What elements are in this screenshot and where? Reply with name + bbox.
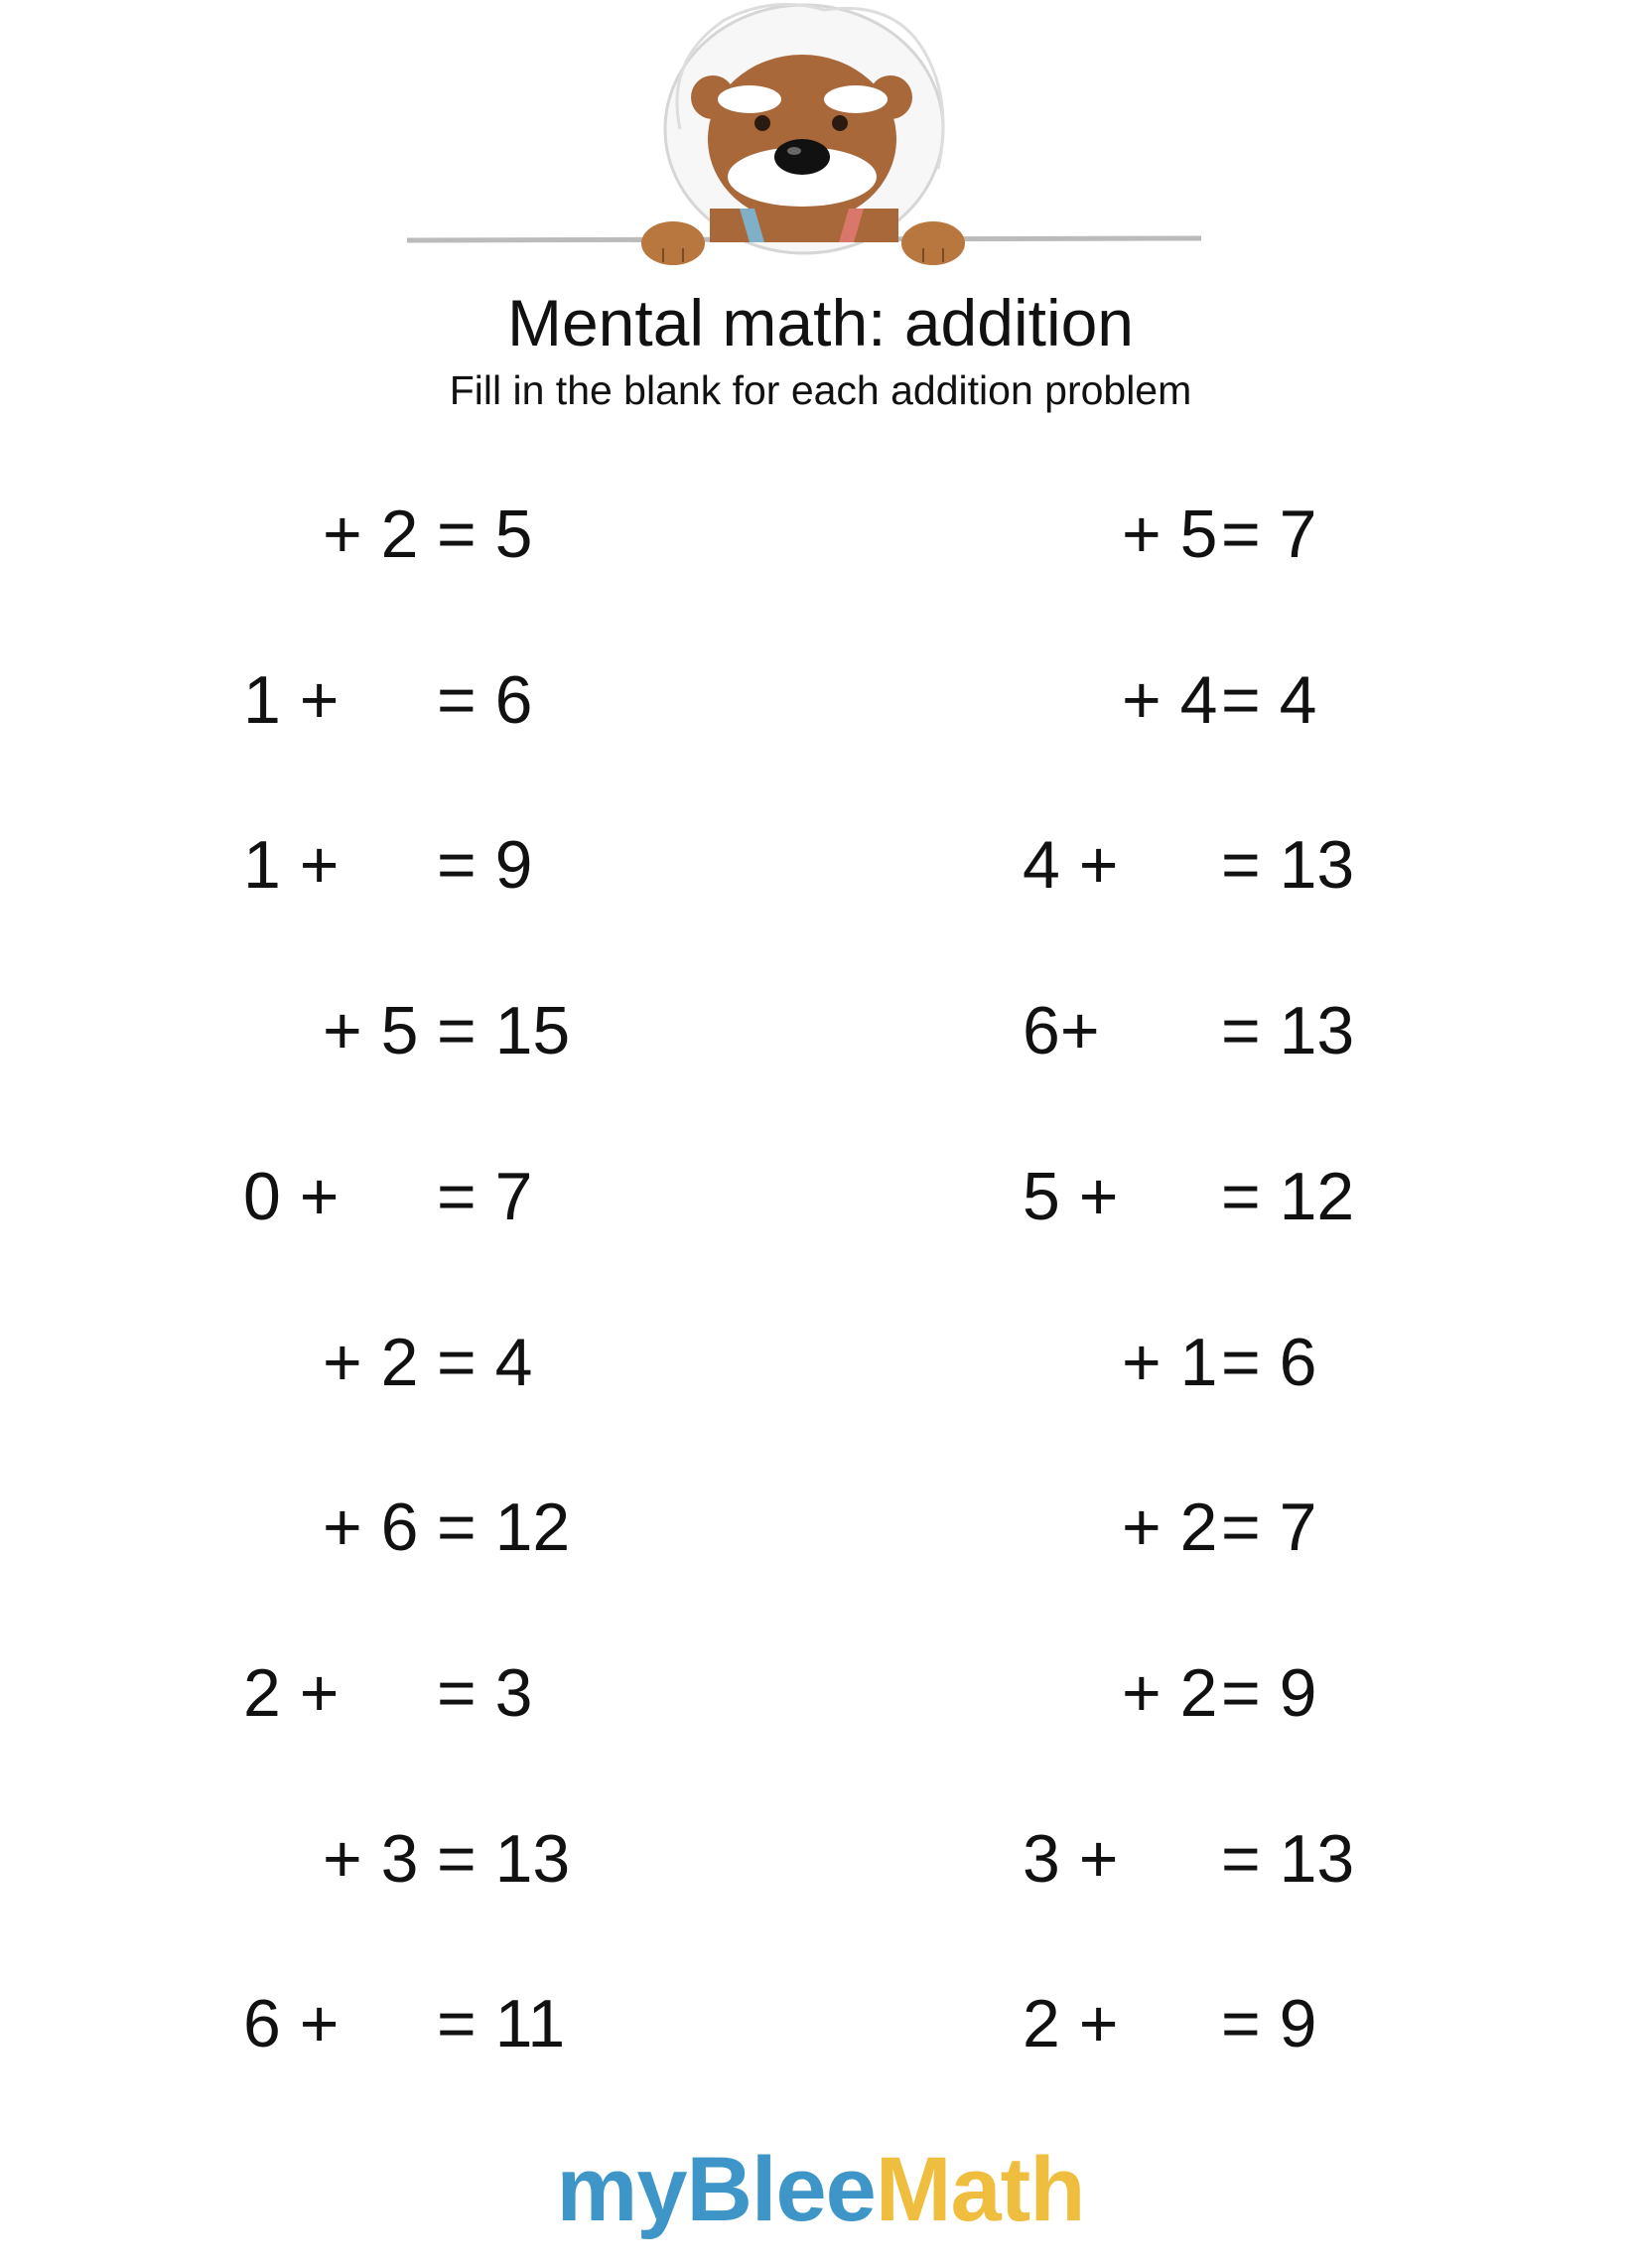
result-text: = 13 (1221, 1821, 1355, 1897)
problem-row (243, 655, 640, 745)
addend-text: 4 + (1023, 827, 1119, 903)
result-text: = 5 (437, 496, 533, 572)
result-text: = 11 (437, 1986, 566, 2061)
result-text: = 6 (437, 662, 533, 738)
addend-text: 2 + (1023, 1986, 1119, 2061)
addend-text: 3 + (1023, 1821, 1119, 1897)
logo-text-math: Math (875, 2139, 1085, 2240)
problem-row (1023, 1483, 1420, 1572)
result-text: = 7 (1221, 496, 1317, 572)
result-text: = 12 (437, 1489, 571, 1565)
operand-text: + 2 (1122, 1655, 1218, 1731)
problem-row (1023, 490, 1420, 579)
result-text: = 6 (1221, 1325, 1317, 1400)
result-text: = 3 (437, 1655, 533, 1731)
result-text: = 4 (437, 1325, 533, 1400)
addend-text: 1 + (243, 827, 340, 903)
result-text: = 15 (437, 993, 571, 1068)
problem-row (1023, 986, 1420, 1075)
operand-text: + 2 (323, 496, 419, 572)
operand-text: + 4 (1122, 662, 1218, 738)
brand-logo (0, 2135, 1641, 2244)
problem-row (1023, 820, 1420, 910)
operand-text: + 5 (323, 993, 419, 1068)
problem-row (243, 986, 640, 1075)
bear-mascot-icon (397, 0, 1221, 278)
page-subtitle: Fill in the blank for each addition problem (449, 367, 1192, 413)
result-text: = 13 (437, 1821, 571, 1897)
problem-row (243, 490, 640, 579)
problem-row (243, 1152, 640, 1241)
problem-row (243, 1648, 640, 1738)
result-text: = 13 (1221, 993, 1355, 1068)
result-text: = 4 (1221, 662, 1317, 738)
operand-text: + 6 (323, 1489, 419, 1565)
problem-row (1023, 1979, 1420, 2068)
result-text: = 7 (1221, 1489, 1317, 1565)
addend-text: 0 + (243, 1159, 340, 1234)
addend-text: 1 + (243, 662, 340, 738)
problem-row (243, 1979, 640, 2068)
problem-row (1023, 1318, 1420, 1407)
operand-text: + 2 (323, 1325, 419, 1400)
problem-row (1023, 1648, 1420, 1738)
operand-text: + 1 (1122, 1325, 1218, 1400)
addend-text: 5 + (1023, 1159, 1119, 1234)
logo-text-myblee: myBlee (556, 2139, 876, 2240)
problem-row (243, 820, 640, 910)
result-text: = 13 (1221, 827, 1355, 903)
operand-text: + 3 (323, 1821, 419, 1897)
result-text: = 9 (1221, 1655, 1317, 1731)
addend-text: 2 + (243, 1655, 340, 1731)
result-text: = 9 (1221, 1986, 1317, 2061)
problem-row (1023, 655, 1420, 745)
addend-text: 6 + (243, 1986, 340, 2061)
problem-row (243, 1814, 640, 1904)
problem-row (243, 1318, 640, 1407)
addend-text: 6+ (1023, 993, 1100, 1068)
result-text: = 12 (1221, 1159, 1355, 1234)
problem-row (243, 1483, 640, 1572)
operand-text: + 5 (1122, 496, 1218, 572)
result-text: = 9 (437, 827, 533, 903)
problem-row (1023, 1152, 1420, 1241)
operand-text: + 2 (1122, 1489, 1218, 1565)
problem-row (1023, 1814, 1420, 1904)
page-title: Mental math: addition (506, 286, 1135, 359)
result-text: = 7 (437, 1159, 533, 1234)
